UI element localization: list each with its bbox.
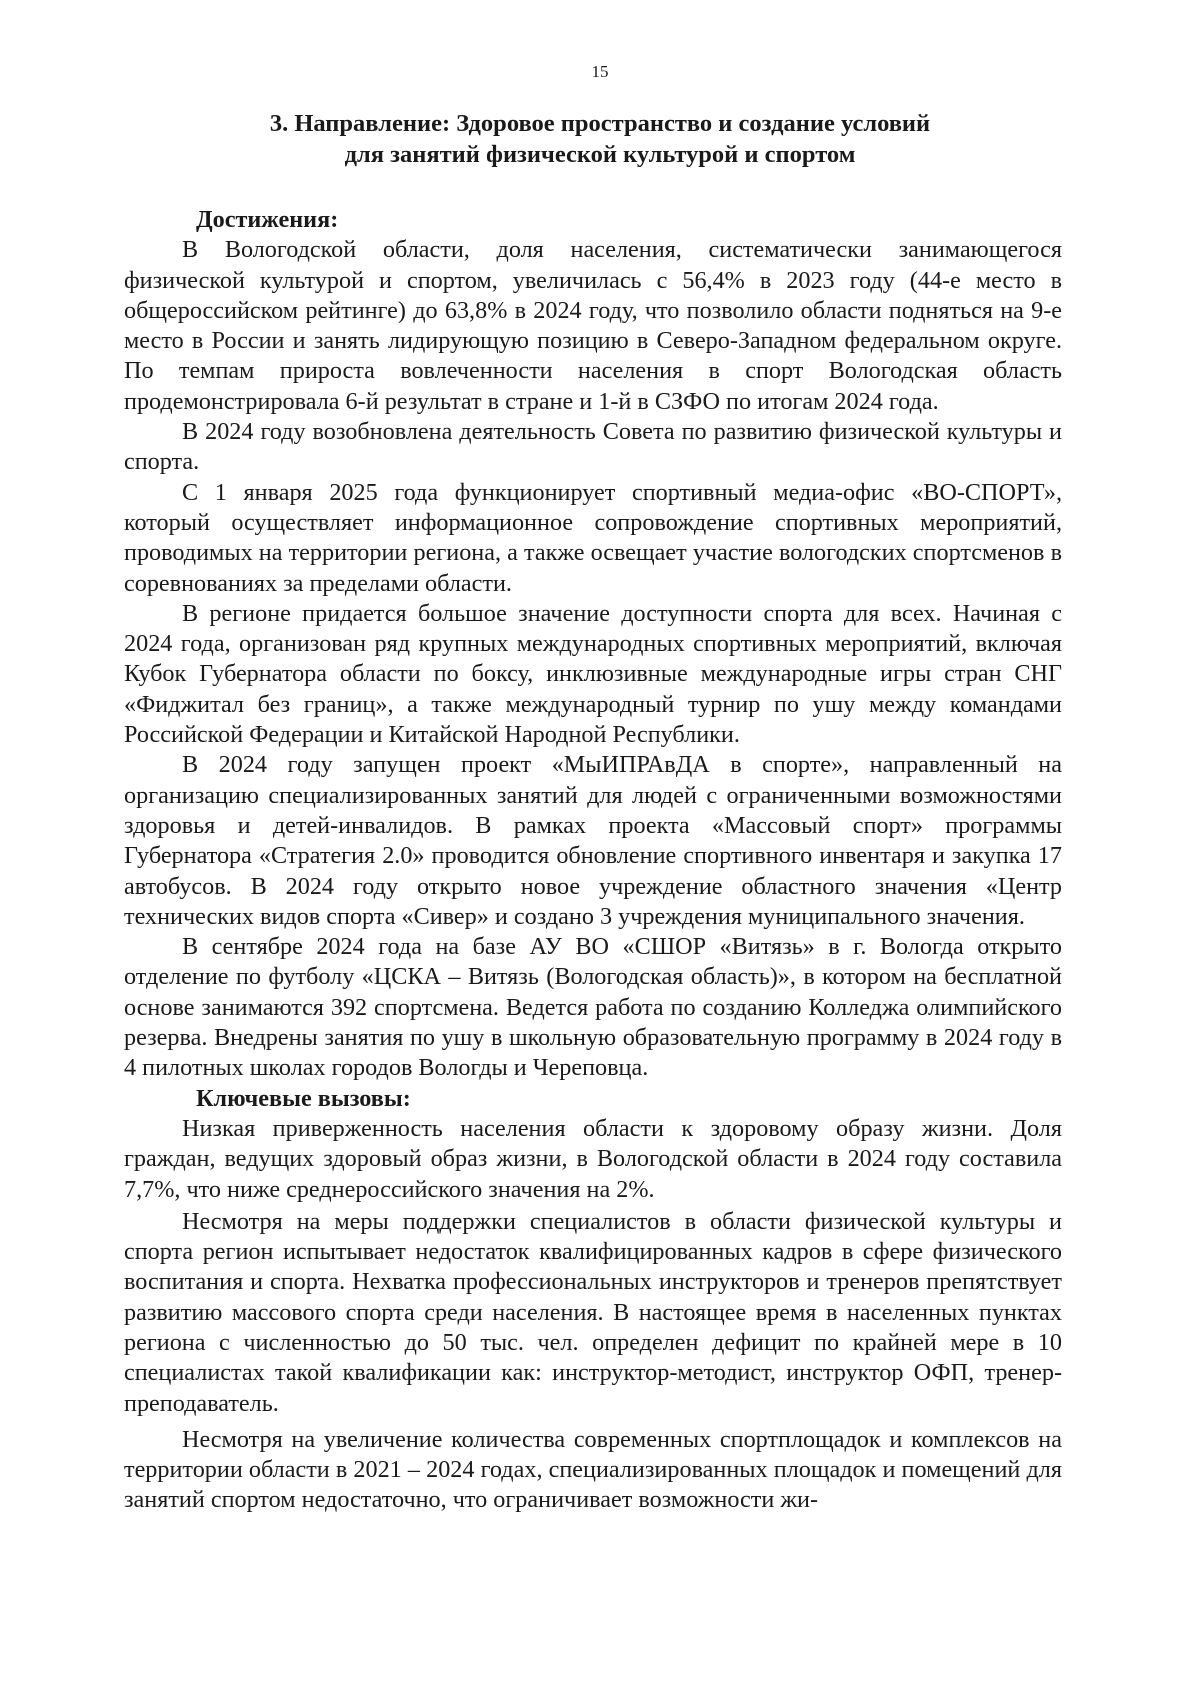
paragraph: Низкая приверженность населения области к здоровому образу жизни. Доля граждан, ведущих здоровый образ жизни, в Вологодской области в 2024 году составила 7,7%, что ниже среднероссийского значения на 2%. — [124, 1114, 1062, 1203]
paragraph: В 2024 году возобновлена деятельность Совета по развитию физической культуры и спорта. — [124, 418, 1062, 476]
achievements-heading: Достижения: — [196, 206, 339, 233]
challenges-heading: Ключевые вызовы: — [196, 1084, 411, 1112]
heading-line-1: 3. Направление: Здоровое пространство и создание условий — [269, 110, 931, 137]
paragraph: В Вологодской области, доля населения, систематически занимающегося физической культурой и спортом, увеличилась с 56,4% в 2023 году (44-е место в общероссийском рейтинге) до 63,8% в 2024 году, что позволило области подняться на 9-е место в России и занять лидирующую позицию в Северо-Западном федеральном округе. По темпам прироста вовлеченности населения в спорт Вологодская область продемонстрировала 6-й результат в стране и 1-й в СЗФО по итогам 2024 года. — [124, 236, 1062, 415]
document-body — [124, 205, 1062, 1516]
paragraph: В 2024 году запущен проект «МыИПРАвДА в спорте», направленный на организацию специализированных занятий для людей с ограниченными возможностями здоровья и детей-инвалидов. В рамках проекта «Массовый спорт» программы Губернатора «Стратегия 2.0» проводится обновление спортивного инвентаря и закупка 17 автобусов. В 2024 году открыто новое учреждение областного значения «Центр технических видов спорта «Сивер» и создано 3 учреждения муниципального значения. — [124, 751, 1062, 930]
heading-line-2: для занятий физической культурой и спортом — [344, 141, 856, 168]
paragraph: Несмотря на увеличение количества современных спортплощадок и комплексов на территории области в 2021 – 2024 годах, специализированных площадок и помещений для занятий спортом недостаточно, что ограничивает возможности жи- — [124, 1425, 1062, 1514]
paragraph: В сентябре 2024 года на базе АУ ВО «СШОР «Витязь» в г. Вологда открыто отделение по футболу «ЦСКА – Витязь (Вологодская область)», в котором на бесплатной основе занимаются 392 спортсмена. Ведется работа по созданию Колледжа олимпийского резерва. Внедрены занятия по ушу в школьную образовательную программу в 2024 году в 4 пилотных школах городов Вологды и Череповца. — [124, 933, 1062, 1082]
paragraph: Несмотря на меры поддержки специалистов в области физической культуры и спорта регион испытывает недостаток квалифицированных кадров в сфере физического воспитания и спорта. Нехватка профессиональных инструкторов и тренеров препятствует развитию массового спорта среди населения. В настоящее время в населенных пунктах региона с численностью до 50 тыс. чел. определен дефицит по крайней мере в 10 специалистах такой квалификации как: инструктор-методист, инструктор ОФП, тренер-преподаватель. — [124, 1207, 1062, 1417]
paragraph: С 1 января 2025 года функционирует спортивный медиа-офис «ВО-СПОРТ», который осуществляет информационное сопровождение спортивных мероприятий, проводимых на территории региона, а также освещает участие вологодских спортсменов в соревнованиях за пределами области. — [124, 478, 1062, 597]
section-heading — [150, 108, 1050, 170]
paragraph: В регионе придается большое значение доступности спорта для всех. Начиная с 2024 года, организован ряд крупных международных спортивных мероприятий, включая Кубок Губернатора области по боксу, инклюзивные международные игры стран СНГ «Фиджитал без границ», а также международный турнир по ушу между командами Российской Федерации и Китайской Народной Республики. — [124, 599, 1062, 749]
page-number: 15 — [591, 62, 609, 81]
